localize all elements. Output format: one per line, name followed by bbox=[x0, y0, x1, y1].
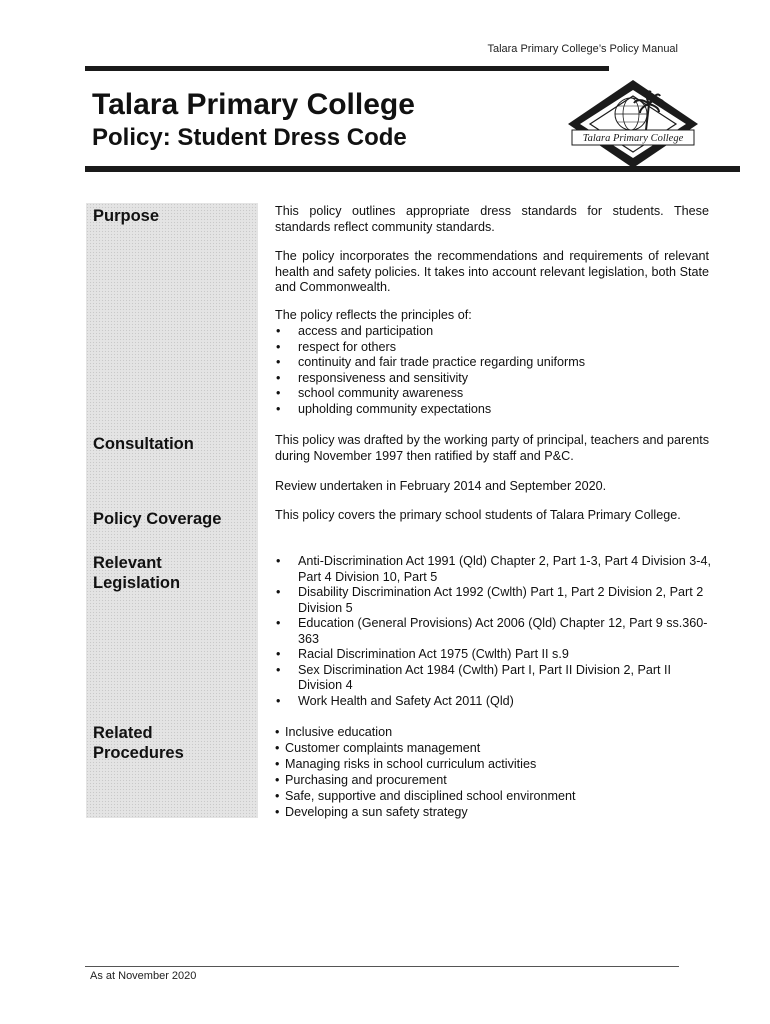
list-item: • responsiveness and sensitivity bbox=[275, 371, 715, 387]
section-label-purpose: Purpose bbox=[93, 207, 160, 225]
principles-list bbox=[275, 324, 715, 417]
list-item: • access and participation bbox=[275, 324, 715, 340]
logo-text: Talara Primary College bbox=[582, 133, 684, 144]
list-item: • Work Health and Safety Act 2011 (Qld) bbox=[275, 694, 715, 710]
section-label-procedures bbox=[93, 723, 184, 763]
section-label-consultation: Consultation bbox=[93, 435, 194, 453]
list-item: • respect for others bbox=[275, 340, 715, 356]
list-item: • Anti-Discrimination Act 1991 (Qld) Chapter 2, Part 1-3, Part 4 Division 3-4, Part 4 Division 10, Part 5 bbox=[275, 554, 715, 585]
list-item: • Customer complaints management bbox=[275, 740, 715, 756]
list-item: • school community awareness bbox=[275, 386, 715, 402]
label-line: Procedures bbox=[93, 744, 184, 762]
list-item: • Purchasing and procurement bbox=[275, 772, 715, 788]
footer-date: As at November 2020 bbox=[90, 970, 197, 982]
list-item: • upholding community expectations bbox=[275, 402, 715, 418]
purpose-paragraph-2: The policy incorporates the recommendations and requirements of relevant health and safety policies. It takes into account relevant legislation, both State and Commonwealth. bbox=[275, 249, 709, 294]
procedures-list bbox=[275, 724, 715, 820]
coverage-paragraph: This policy covers the primary school students of Talara Primary College. bbox=[275, 508, 681, 522]
purpose-paragraph-1: This policy outlines appropriate dress standards for students. These standards reflect community standards. bbox=[275, 204, 709, 234]
list-item: • Developing a sun safety strategy bbox=[275, 804, 715, 820]
policy-subtitle: Policy: Student Dress Code bbox=[92, 124, 407, 151]
manual-title: Talara Primary College’s Policy Manual bbox=[487, 43, 678, 55]
list-item: • continuity and fair trade practice regarding uniforms bbox=[275, 355, 715, 371]
list-item: • Safe, supportive and disciplined school environment bbox=[275, 788, 715, 804]
list-item: • Education (General Provisions) Act 2006 (Qld) Chapter 12, Part 9 ss.360-363 bbox=[275, 616, 715, 647]
list-item: • Racial Discrimination Act 1975 (Cwlth) Part II s.9 bbox=[275, 647, 715, 663]
title-rule bbox=[85, 166, 740, 172]
legislation-list bbox=[275, 554, 715, 709]
header-rule bbox=[85, 66, 609, 71]
footer-rule bbox=[85, 966, 679, 967]
section-label-coverage: Policy Coverage bbox=[93, 510, 222, 528]
list-item: • Sex Discrimination Act 1984 (Cwlth) Part I, Part II Division 2, Part II Division 4 bbox=[275, 663, 715, 694]
list-item: • Inclusive education bbox=[275, 724, 715, 740]
college-logo bbox=[564, 78, 702, 170]
list-item: • Managing risks in school curriculum activities bbox=[275, 756, 715, 772]
purpose-principles-intro: The policy reflects the principles of: bbox=[275, 308, 472, 322]
label-line: Relevant bbox=[93, 554, 162, 572]
consultation-paragraph-1: This policy was drafted by the working party of principal, teachers and parents during November 1997 then ratified by staff and P&C. bbox=[275, 433, 710, 463]
page-title: Talara Primary College bbox=[92, 88, 415, 121]
label-line: Related bbox=[93, 724, 153, 742]
consultation-paragraph-2: Review undertaken in February 2014 and September 2020. bbox=[275, 479, 607, 493]
list-item: • Disability Discrimination Act 1992 (Cwlth) Part 1, Part 2 Division 2, Part 2 Division 5 bbox=[275, 585, 715, 616]
section-label-legislation bbox=[93, 553, 180, 593]
label-line: Legislation bbox=[93, 574, 181, 592]
